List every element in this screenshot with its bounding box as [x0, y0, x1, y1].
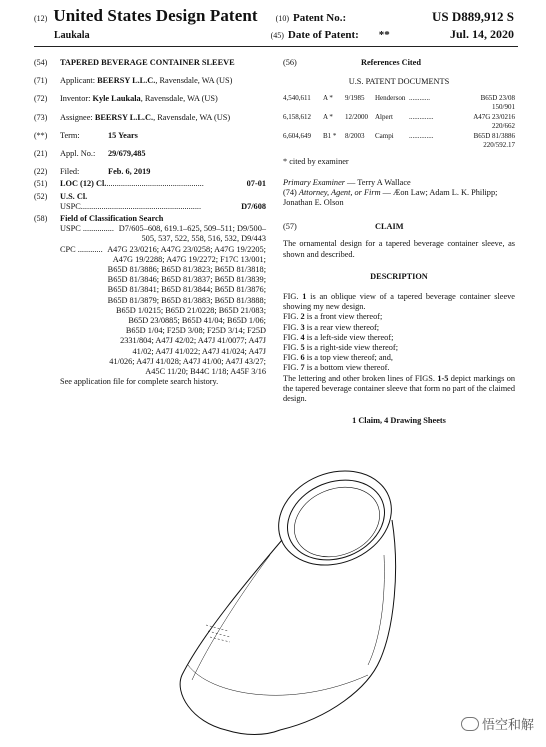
loc-value: 07-01	[246, 179, 266, 189]
inventor-label: Inventor:	[60, 94, 91, 104]
field-71-num: (71)	[34, 76, 48, 86]
ref-leader: ............	[409, 94, 430, 103]
ref-leader: ..............	[409, 132, 434, 141]
field-search-label: Field of Classification Search	[60, 214, 164, 224]
ref-class-primary: A47G 23/0216	[473, 113, 515, 122]
ref-class-secondary: 220/662	[492, 121, 515, 130]
ref-number: 4,540,611	[283, 94, 311, 103]
watermark	[461, 714, 534, 733]
sleeve-shade-left	[192, 555, 270, 680]
description-heading: DESCRIPTION	[370, 271, 428, 281]
patent-title-heading: United States Design Patent	[53, 6, 258, 25]
ref-class-secondary: 150/901	[492, 102, 515, 111]
field-73-num: (73)	[34, 112, 48, 122]
ref-class	[451, 132, 515, 149]
header-code-12: (12)	[34, 14, 48, 23]
filed-label: Filed:	[60, 167, 80, 177]
assignee-label: Assignee:	[60, 112, 93, 122]
figure-post: is an oblique view of a tapered beverage container sleeve showing my new design.	[283, 292, 515, 312]
uspc-value: D7/608	[241, 201, 266, 211]
reference-row	[283, 113, 515, 130]
ref-class	[451, 94, 515, 111]
figure-pre: FIG.	[283, 363, 301, 373]
date-label: Date of Patent:	[287, 29, 359, 41]
cpc-label: CPC	[60, 244, 76, 254]
ref-name: Campi	[375, 132, 394, 141]
appl-no-label: Appl. No.:	[60, 149, 96, 159]
figure-description	[283, 312, 515, 322]
uspc-leader: ..........................................................	[80, 201, 202, 211]
ref-kind: A *	[323, 94, 333, 103]
examiner-label: Primary Examiner	[283, 177, 345, 187]
broken-lines-post: depict markings on the tapered beverage container sleeve that form no part of the claimed design.	[283, 373, 516, 404]
search-uspc-leader: ...............	[80, 224, 114, 234]
figure-description	[283, 292, 515, 312]
appl-no-value: 29/679,485	[108, 149, 146, 159]
figures-list	[283, 292, 515, 374]
sleeve-bottom	[226, 730, 280, 735]
ref-class-primary: B65D 81/3886	[473, 132, 515, 141]
figure-n: 3	[300, 322, 305, 332]
figure-n: 4	[300, 332, 305, 342]
broken-lines-note	[283, 374, 515, 405]
field-56-num: (56)	[283, 58, 297, 67]
figure-post: is a top view thereof; and,	[304, 353, 393, 363]
ref-leader: ..............	[409, 113, 434, 122]
figure-pre: FIG.	[283, 343, 301, 353]
applicant-name: BEERSY L.L.C.	[97, 76, 156, 86]
sleeve-band	[188, 665, 368, 695]
attorney-names: — Æon Law; Adam L. K. Philipp; Jonathan E. Olson	[283, 187, 498, 208]
date-stars: **	[378, 29, 390, 41]
sleeve-body-right-edge	[280, 520, 396, 730]
term-value: 15 Years	[108, 130, 138, 140]
uspc-label: USPC	[60, 201, 81, 211]
ref-name: Henderson	[375, 94, 406, 103]
search-uspc-text: D7/605–608, 619.1–625, 509–511; D9/500–505, 537, 522, 558, 516, 532, D9/443	[118, 224, 266, 244]
inventor-location: , Ravensdale, WA (US)	[140, 94, 218, 104]
applicant-label: Applicant:	[60, 76, 96, 86]
ref-number: 6,604,649	[283, 132, 311, 141]
figure-pre: FIG.	[283, 312, 301, 322]
cpc-text: A47G 23/0216; A47G 23/0258; A47G 19/2205; A47G 19/2288; A47G 19/2272; F17C 13/001; B65D 81/3886; B65D 81/3823; B65D 81/3818; B65D 81/3846; B65D 81/3837; B65D 81/3839; B65D 81/3841; B65D 81/3844; B65D 81/3876; B65D 81/3879; B65D 81/3883; B65D 81/3888; B65D 1/0215; B65D 21/0228; B65D 21/083; B65D 23/0885; B65D 41/04; B65D 1/06; B65D 1/04; F25D 3/08; F25D 3/14; F25D 2331/804; A47J 42/02; A47J 41/0077; A47J 41/02; A47J 41/022; A47J 41/024; A47J 41/026; A47J 41/028; A47J 41/00; A47J 43/27; A45C 11/20; B44C 1/18; A45F 3/16	[107, 244, 266, 377]
us-patent-docs-heading: U.S. PATENT DOCUMENTS	[348, 77, 450, 87]
loc-label: LOC (12) Cl.	[60, 179, 107, 189]
figure-description	[283, 323, 515, 333]
figure-description	[283, 363, 515, 373]
figure-pre: FIG.	[283, 332, 301, 342]
figure-post: is a right-side view thereof;	[304, 343, 398, 353]
assignee-location: , Ravensdale, WA (US)	[153, 112, 231, 122]
figure-n: 5	[300, 343, 305, 353]
ref-kind: A *	[323, 113, 333, 122]
ref-date: 9/1985	[345, 94, 365, 103]
filed-value: Feb. 6, 2019	[108, 167, 151, 177]
sleeve-drawing	[130, 460, 430, 745]
ref-class-secondary: 220/592.17	[483, 140, 515, 149]
sleeve-top-rim-lip	[284, 475, 390, 569]
field-52-num: (52)	[34, 191, 48, 201]
loc-leader: ...............................................	[106, 179, 204, 189]
attorney-label: Attorney, Agent, or Firm	[298, 187, 381, 197]
patent-header	[34, 6, 514, 42]
right-column	[283, 58, 515, 426]
patent-date: Jul. 14, 2020	[449, 27, 514, 41]
ref-class-primary: B65D 23/08	[480, 94, 515, 103]
us-cl-label: U.S. Cl.	[60, 191, 88, 201]
ref-number: 6,158,612	[283, 113, 311, 122]
broken-lines-figs: 1-5	[437, 373, 449, 383]
cited-by-examiner: * cited by examiner	[283, 157, 349, 167]
field-22-num: (22)	[34, 167, 48, 177]
figure-post: is a front view thereof;	[304, 312, 383, 322]
figure-description	[283, 353, 515, 363]
field-58-num: (58)	[34, 214, 48, 224]
field-21-num: (21)	[34, 149, 48, 159]
field-74-num: (74)	[283, 187, 297, 197]
figure-description	[283, 333, 515, 343]
see-application: See application file for complete search history.	[60, 377, 219, 387]
patent-number: US D889,912 S	[432, 9, 514, 24]
figure-pre: FIG.	[283, 353, 301, 363]
claims-sheets: 1 Claim, 4 Drawing Sheets	[352, 416, 446, 426]
figure-n: 7	[300, 363, 305, 373]
header-code-45: (45)	[270, 31, 284, 40]
figure-post: is a rear view thereof;	[304, 322, 380, 332]
applicant-location: , Ravensdale, WA (US)	[155, 76, 233, 86]
figure-pre: FIG.	[283, 292, 303, 302]
claim-heading: CLAIM	[375, 222, 404, 232]
field-54-num: (54)	[34, 58, 48, 67]
design-title: TAPERED BEVERAGE CONTAINER SLEEVE	[60, 58, 235, 67]
inventor-name: Kyle Laukala	[92, 94, 141, 104]
figure-description	[283, 343, 515, 353]
figure-n: 6	[300, 353, 305, 363]
sleeve-shade-right	[368, 555, 384, 665]
figure-post: is a bottom view thereof.	[304, 363, 390, 373]
figure-post: is a left-side view thereof;	[304, 332, 394, 342]
references-list	[283, 94, 515, 149]
sleeve-lettering	[206, 625, 230, 642]
header-rule	[34, 46, 518, 47]
watermark-text: 悟空和解	[481, 718, 534, 733]
broken-lines-pre: The lettering and other broken lines of FIGS.	[283, 373, 438, 383]
header-inventor: Laukala	[54, 30, 90, 41]
header-code-10: (10)	[275, 14, 289, 23]
examiner-name: — Terry A Wallace	[344, 177, 411, 187]
left-column	[34, 58, 266, 387]
term-num: (**)	[34, 130, 48, 140]
figure-n: 2	[300, 312, 305, 322]
field-72-num: (72)	[34, 94, 48, 104]
figure-pre: FIG.	[283, 322, 301, 332]
references-cited-heading: References Cited	[361, 58, 421, 67]
term-label: Term:	[60, 130, 80, 140]
claim-text: The ornamental design for a tapered beverage container sleeve, as shown and described.	[283, 239, 515, 259]
assignee-name: BEERSY L.L.C.	[94, 112, 154, 122]
cpc-leader: ............	[75, 244, 103, 254]
ref-name: Alpert	[375, 113, 393, 122]
field-57-num: (57)	[283, 222, 297, 232]
patent-no-label: Patent No.:	[292, 12, 347, 24]
ref-kind: B1 *	[323, 132, 337, 141]
ref-date: 12/2000	[345, 113, 368, 122]
sleeve-body-left-edge	[180, 540, 282, 730]
ref-class	[451, 113, 515, 130]
search-uspc-label: USPC	[60, 224, 81, 234]
wechat-icon	[461, 717, 479, 731]
figure-n: 1	[302, 292, 307, 302]
reference-row	[283, 132, 515, 149]
reference-row	[283, 94, 515, 111]
field-51-num: (51)	[34, 179, 48, 189]
ref-date: 8/2003	[345, 132, 365, 141]
